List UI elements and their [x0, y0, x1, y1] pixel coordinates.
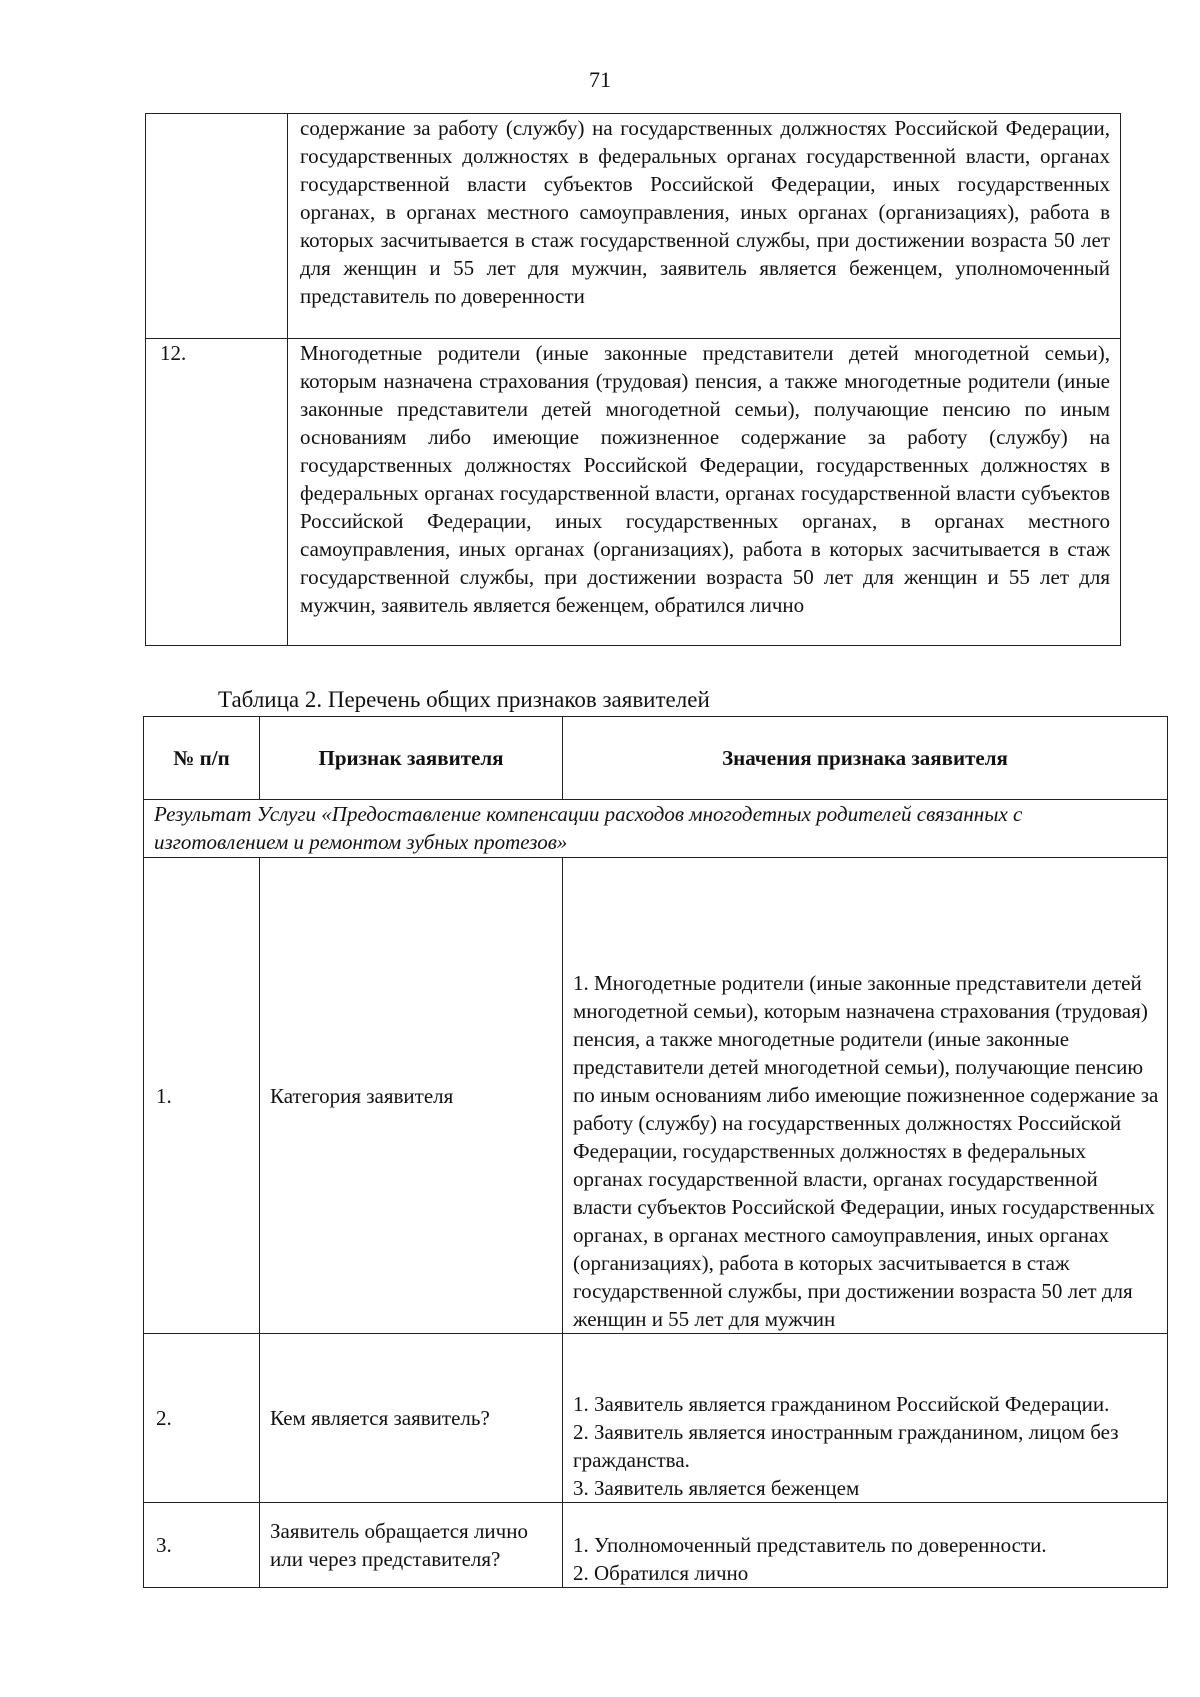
applicant-attributes-table: [143, 716, 1168, 1588]
attribute-values: [563, 1334, 1168, 1503]
attribute-name: Категория заявителя: [260, 858, 563, 1334]
section-title: Результат Услуги «Предоставление компенсации расходов многодетных родителей связанных с изготовлением и ремонтом зубных протезов»: [144, 800, 1168, 858]
page-number: 71: [589, 67, 611, 92]
header-number: № п/п: [144, 717, 260, 800]
table-row: [144, 1503, 1168, 1588]
row-text: содержание за работу (службу) на государственных должностях Российской Федерации, государственных должностях в федеральных органах государственной власти, органах государственной власти субъектов Российской Федерации, иных государственных органах, в органах местного самоуправления, иных органах (организациях), работа в которых засчитывается в стаж государственной службы, при достижении возраста 50 лет для женщин и 55 лет для мужчин, заявитель является беженцем, уполномоченный представитель по доверенности: [288, 114, 1121, 339]
row-number: [146, 114, 288, 339]
applicant-table-continuation: [145, 113, 1121, 646]
attribute-values: [563, 858, 1168, 1334]
value-item: 3. Заявитель является беженцем: [573, 1476, 860, 1500]
table-row: [144, 858, 1168, 1334]
attribute-values: [563, 1503, 1168, 1588]
row-number: 3.: [144, 1503, 260, 1588]
table-row: [146, 339, 1121, 646]
table-header-row: [144, 717, 1168, 800]
row-text: Многодетные родители (иные законные представители детей многодетной семьи), которым назначена страхования (трудовая) пенсия, а также многодетные родители (иные законные представители детей многодетной семьи), получающие пенсию по иным основаниям либо имеющие пожизненное содержание за работу (службу) на государственных должностях Российской Федерации, государственных должностях в федеральных органах государственной власти, органах государственной власти субъектов Российской Федерации, иных государственных органах, в органах местного самоуправления, иных органах (организациях), работа в которых засчитывается в стаж государственной службы, при достижении возраста 50 лет для женщин и 55 лет для мужчин, заявитель является беженцем, обратился лично: [288, 339, 1121, 646]
table-row: [144, 1334, 1168, 1503]
header-attribute: Признак заявителя: [260, 717, 563, 800]
attribute-name: Заявитель обращается лично или через представителя?: [260, 1503, 563, 1588]
header-values: Значения признака заявителя: [563, 717, 1168, 800]
attribute-name: Кем является заявитель?: [260, 1334, 563, 1503]
section-row: [144, 800, 1168, 858]
row-number: 12.: [146, 339, 288, 646]
value-item: 2. Заявитель является иностранным гражданином, лицом без гражданства.: [573, 1420, 1119, 1472]
value-item: 2. Обратился лично: [573, 1561, 749, 1585]
row-number: 2.: [144, 1334, 260, 1503]
row-number: 1.: [144, 858, 260, 1334]
value-item: 1. Уполномоченный представитель по доверенности.: [573, 1533, 1047, 1557]
value-item: 1. Заявитель является гражданином Российской Федерации.: [573, 1392, 1110, 1416]
table-title: Таблица 2. Перечень общих признаков заявителей: [218, 687, 710, 712]
value-item: 1. Многодетные родители (иные законные представители детей многодетной семьи), которым назначена страхования (трудовая) пенсия, а также многодетные родители (иные законные представители детей многодетной семьи), получающие пенсию по иным основаниям либо имеющие пожизненное содержание за работу (службу) на государственных должностях Российской Федерации, государственных должностях в федеральных органах государственной власти, органах государственной власти субъектов Российской Федерации, иных государственных органах, в органах местного самоуправления, иных органах (организациях), работа в которых засчитывается в стаж государственной службы, при достижении возраста 50 лет для женщин и 55 лет для мужчин: [573, 971, 1159, 1331]
table-row: [146, 114, 1121, 339]
